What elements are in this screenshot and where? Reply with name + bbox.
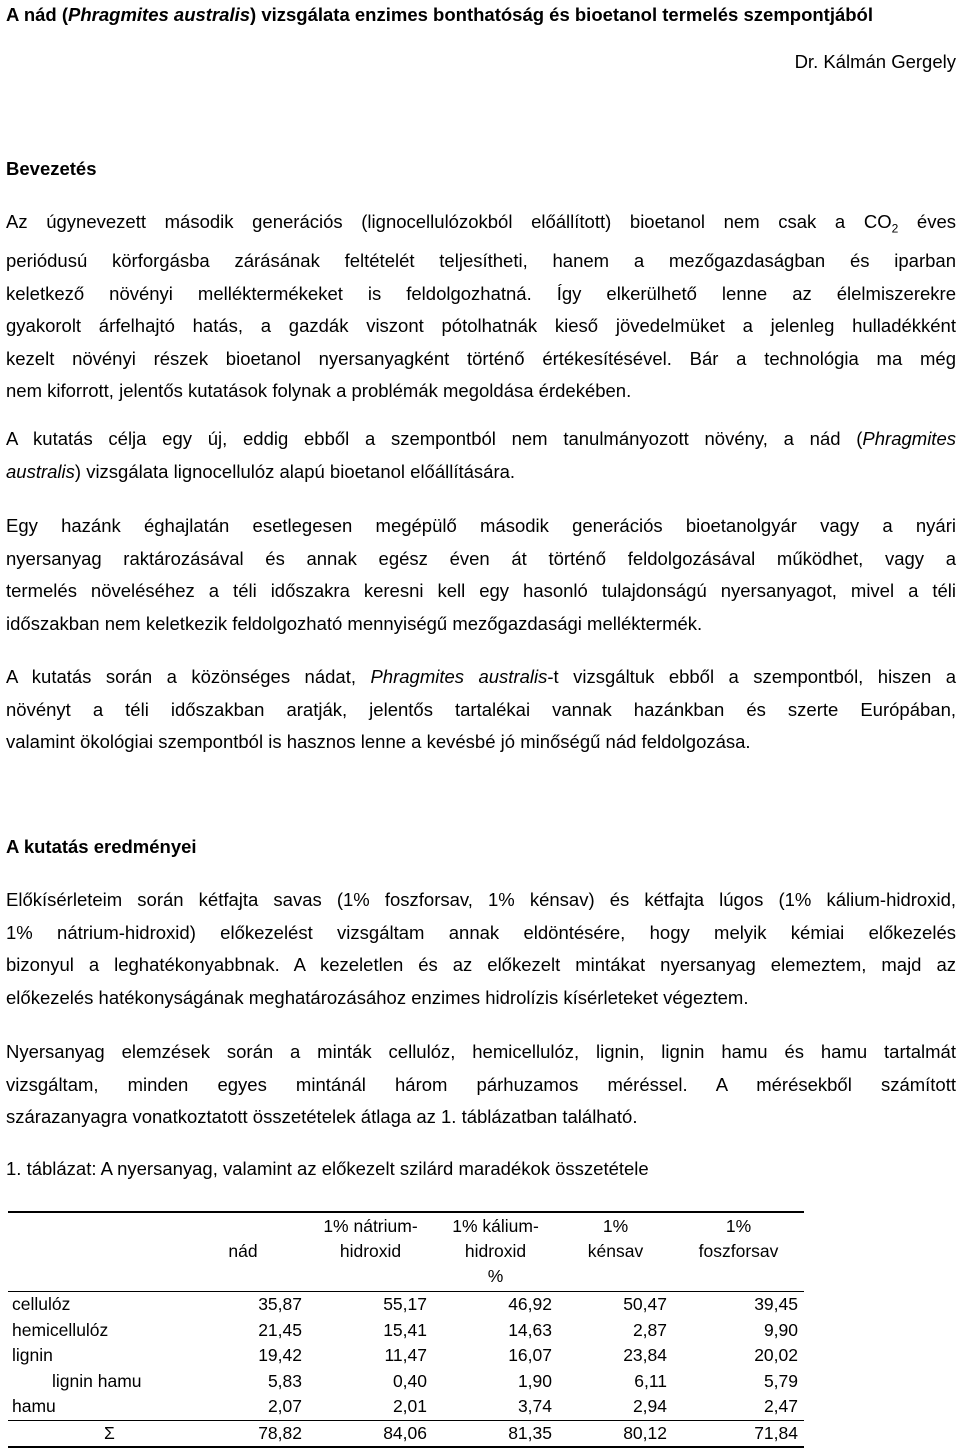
results-paragraph-1: Előkísérleteim során kétfajta savas (1% foszforsav, 1% kénsav) és kétfajta lúgos (1% kálium-hidroxid, 1% nátrium-hidroxid) előkezelést vizsgáltam annak eldöntésére, hogy melyik kémiai előkezelés bizonyul a leghatékonyabbnak. A kezeletlen és az előkezelt mintákat nyersanyag elemeztem, majd az előkezelés hatékonyságának meghatározásához enzimes hidrolízis kísérleteket végeztem. bbox=[6, 889, 956, 1008]
table-row: lignin hamu 5,83 0,40 1,90 6,11 5,79 bbox=[52, 1370, 798, 1391]
table-sum-row: Σ 78,82 84,06 81,35 80,12 71,84 bbox=[8, 1420, 804, 1447]
header-naoh: 1% nátrium- hidroxid bbox=[308, 1212, 433, 1292]
intro-paragraph-1: Az úgynevezett második generációs (lignocellulózokból előállított) bioetanol nem csak a $CO_2$ éves periódusú körforgásba zárásának feltételét teljesítheti, hanem a mezőgazdaságban és iparban keletkező növényi melléktermékeket is feldolgozhatná. Így elkerülhető lenne az élelmiszerekre gyakorolt árfelhajtó hatás, a gazdák viszont pótolhatnák kieső jövedelmüket a jelenleg hulladékként kezelt növényi részek bioetanol nyersanyagként történő értékesítésével. Bár a technológia ma még nem kiforrott, jelentős kutatások folynak a problémák megoldása érdekében. bbox=[6, 211, 956, 402]
results-heading: A kutatás eredményei bbox=[6, 836, 197, 857]
composition-table bbox=[8, 1211, 804, 1448]
intro-paragraph-2: A kutatás célja egy új, eddig ebből a szempontból nem tanulmányozott növény, a nád (Phragmites australis) vizsgálata lignocellulóz alapú bioetanol előállítására. bbox=[6, 428, 956, 482]
intro-heading: Bevezetés bbox=[6, 158, 97, 179]
table-row: cellulóz 35,87 55,17 46,92 50,47 39,45 bbox=[12, 1294, 798, 1314]
intro-paragraph-3: Egy hazánk éghajlatán esetlegesen megépülő második generációs bioetanolgyár vagy a nyári nyersanyag raktározásával és annak egész éven át történő feldolgozásával működhet, vagy a termelés növeléséhez a téli időszakra keresni kell egy hasonló tulajdonságú nyersanyagot, mivel a téli időszakban nem keletkezik feldolgozható mennyiségű mezőgazdasági melléktermék. bbox=[6, 515, 956, 634]
table-row: hemicellulóz 21,45 15,41 14,63 2,87 9,90 bbox=[12, 1319, 798, 1340]
intro-paragraph-4: A kutatás során a közönséges nádat, Phragmites australis-t vizsgáltuk ebből a szempontból, hiszen a növényt a téli időszakban aratják, jelentős tartalékai vannak hazánkban és szerte Európában, valamint ökológiai szempontból is hasznos lenne a kevésbé jó minőségű nád feldolgozása. bbox=[6, 666, 956, 752]
header-empty bbox=[8, 1212, 178, 1292]
header-koh: 1% kálium- hidroxid % bbox=[433, 1212, 558, 1292]
table-row: hamu 2,07 2,01 3,74 2,94 2,47 bbox=[12, 1396, 798, 1416]
results-paragraph-2: Nyersanyag elemzések során a minták cellulóz, hemicellulóz, lignin, lignin hamu és hamu tartalmát vizsgáltam, minden egyes mintánál három párhuzamos méréssel. A mérésekből számított szárazanyagra vonatkoztatott összetételek átlaga az 1. táblázatban található. bbox=[6, 1041, 956, 1127]
header-nad: nád bbox=[178, 1212, 308, 1292]
header-h2so4: 1% kénsav bbox=[558, 1212, 673, 1292]
table-header-row bbox=[8, 1212, 804, 1292]
table-row: lignin 19,42 11,47 16,07 23,84 20,02 bbox=[12, 1345, 798, 1365]
header-h3po4: 1% foszforsav bbox=[673, 1212, 804, 1292]
document-title: A nád (Phragmites australis) vizsgálata enzimes bonthatóság és bioetanol termelés szempontjából bbox=[6, 4, 873, 25]
table-caption: 1. táblázat: A nyersanyag, valamint az előkezelt szilárd maradékok összetétele bbox=[6, 1158, 649, 1179]
author-name: Dr. Kálmán Gergely bbox=[794, 51, 956, 72]
